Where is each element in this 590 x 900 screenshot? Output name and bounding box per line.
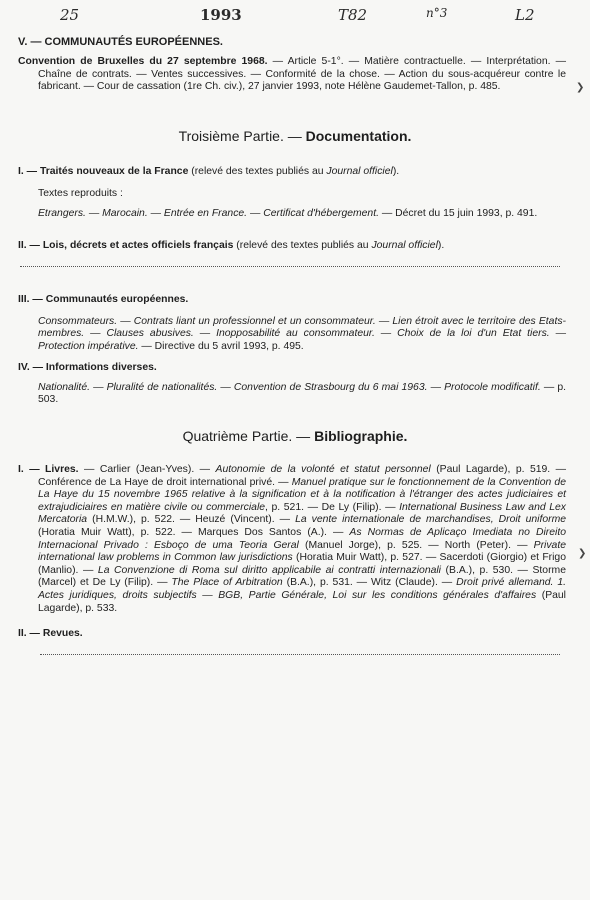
biblio-section-ii (18, 628, 566, 641)
doc-section-i-sub: Textes reproduits : (38, 187, 123, 199)
biblio-seg-10: (Manuel Jorge), p. 525. — North (Peter). — (298, 539, 534, 551)
biblio-seg-7: La vente internationale de marchandises, Droit uniforme (295, 514, 567, 526)
biblio-seg-17: Droit privé allemand. 1. Actes juridiques, droits subjectifs — BGB, Partie Générale, Loi sur les conditions générales d'affaires (38, 577, 567, 601)
biblio-seg-0: — Carlier (Jean-Yves). — (78, 464, 216, 475)
scan-mark-right: ❯ (576, 82, 585, 93)
doc-section-iii-entry (18, 316, 566, 354)
biblio-seg-14: (B.A.), p. 530. — Storme (Marcel) et De Ly (Filip). — (38, 564, 566, 589)
part-four-prefix: Quatrième Partie. — (182, 428, 315, 444)
doc-section-iii-entry-ref: — Directive du 5 avril 1993, p. 495. (138, 340, 304, 352)
doc-section-ii (18, 240, 566, 253)
doc-section-iv-heading: IV. — Informations diverses. (18, 362, 157, 373)
doc-section-i (18, 166, 566, 221)
doc-section-i-entry-ref: — Décret du 15 juin 1993, p. 491. (378, 208, 538, 220)
doc-section-i-note: (relevé des textes publiés au (188, 166, 327, 177)
biblio-section-i (18, 464, 566, 615)
doc-section-iii-heading: III. — Communautés européennes. (18, 294, 189, 305)
handwritten-note-b: 1993 (200, 6, 242, 24)
biblio-seg-8: (Horatia Muir Watt), p. 522. — Marques Dos Santos (A.). — (38, 526, 350, 538)
scan-mark-right-2: ❯ (578, 548, 587, 559)
part-three-label: Documentation. (305, 128, 412, 144)
biblio-seg-1: Autonomie de la volonté et statut personnel (215, 464, 431, 475)
biblio-seg-15: The Place of Arbitration (171, 577, 283, 589)
section-v-entry (18, 56, 566, 94)
dotted-rule (20, 264, 560, 267)
part-three-prefix: Troisième Partie. — (178, 128, 306, 144)
doc-section-ii-note: (relevé des textes publiés au (233, 240, 372, 251)
biblio-seg-4: , p. 521. — De Ly (Filip). — (265, 501, 400, 513)
biblio-books-heading: I. — Livres. (18, 464, 79, 475)
biblio-seg-13: La Convenzione di Roma sul diritto applicabile ai contratti internazionali (97, 564, 441, 576)
biblio-seg-9: As Normas de Aplicaço Imediata no Direito Internacional Privado : Esboço de uma Teoria Geral (38, 526, 566, 551)
part-three-title (0, 128, 590, 144)
biblio-seg-16: (B.A.), p. 531. — Witz (Claude). — (282, 577, 457, 589)
section-v (18, 36, 566, 49)
handwritten-note-d: n°3 (426, 6, 448, 20)
doc-section-iii-entry-subject: Consommateurs. — Contrats liant un professionnel et un consommateur. — Lien étroit avec le territoire des Etats-membres. — Clauses abusives. — Inopposabilité au consommateur. — Choix de la loi d'un Etat tiers. — Protection impérative. (38, 315, 566, 352)
part-four-title (0, 428, 590, 444)
doc-section-iv-entry-ref: — p. 503. (38, 381, 566, 406)
doc-section-i-heading: I. — Traités nouveaux de la France (18, 166, 189, 177)
biblio-reviews-heading: II. — Revues. (18, 628, 83, 639)
biblio-seg-12: (Horatia Muir Watt), p. 527. — Sacerdoti (Giorgio) et Frigo (Manlio). — (38, 552, 566, 576)
doc-section-iii (18, 294, 566, 353)
handwritten-note-c: T82 (338, 6, 368, 24)
doc-section-i-journal: Journal officiel (326, 166, 393, 177)
section-v-heading: V. — COMMUNAUTÉS EUROPÉENNES. (18, 36, 223, 48)
biblio-books-paragraph (18, 464, 566, 615)
doc-section-iv (18, 362, 566, 407)
section-v-text: — Article 5-1°. — Matière contractuelle. — Interprétation. — Chaîne de contrats. — Ventes successives. — Conformité de la chose. — Action du sous-acquéreur contre le fabricant. — Cour de cassation (1re Ch. civ.), 27 janvier 1993, note Hélène Gaudemet-Tallon, p. 485. (38, 56, 566, 93)
biblio-seg-6: (H.M.W.), p. 522. — Heuzé (Vincent). — (87, 514, 296, 526)
section-v-lead: Convention de Bruxelles du 27 septembre 1968. (18, 56, 268, 67)
doc-section-ii-heading-line (18, 240, 566, 253)
handwritten-annotations (0, 4, 590, 30)
doc-section-ii-heading: II. — Lois, décrets et actes officiels français (18, 240, 234, 251)
section-v-paragraph (18, 56, 566, 94)
doc-section-i-entry (18, 208, 566, 221)
biblio-seg-11: Private international law problems in Common law jurisdictions (38, 539, 566, 564)
dotted-rule-reviews (40, 652, 560, 655)
doc-section-i-heading-line (18, 166, 566, 179)
handwritten-note-a: 25 (60, 6, 80, 24)
biblio-seg-5: International Business Law and Lex Mercatoria (38, 501, 566, 526)
handwritten-note-e: L2 (515, 6, 535, 24)
doc-section-ii-close: ). (437, 240, 445, 251)
doc-section-iv-entry (18, 382, 566, 407)
doc-section-ii-journal: Journal officiel (371, 240, 438, 251)
biblio-seg-3: Manuel pratique sur le fonctionnement de la Convention de La Haye du 15 novembre 1965 relative à la signification et à la notification à l'étranger des actes judiciaires et extrajudiciaires en matière civile ou commerciale (38, 476, 566, 513)
part-four-label: Bibliographie. (314, 428, 408, 444)
biblio-seg-2: (Paul Lagarde), p. 519. — Conférence de La Haye de droit international privé. — (38, 464, 566, 488)
biblio-seg-18: (Paul Lagarde), p. 533. (38, 589, 566, 614)
doc-section-i-entry-subject: Etrangers. — Marocain. — Entrée en France. — Certificat d'hébergement. (38, 208, 379, 220)
doc-section-iv-entry-subject: Nationalité. — Pluralité de nationalités. — Convention de Strasbourg du 6 mai 1963. — Protocole modificatif. (38, 381, 541, 393)
doc-section-i-close: ). (392, 166, 400, 177)
